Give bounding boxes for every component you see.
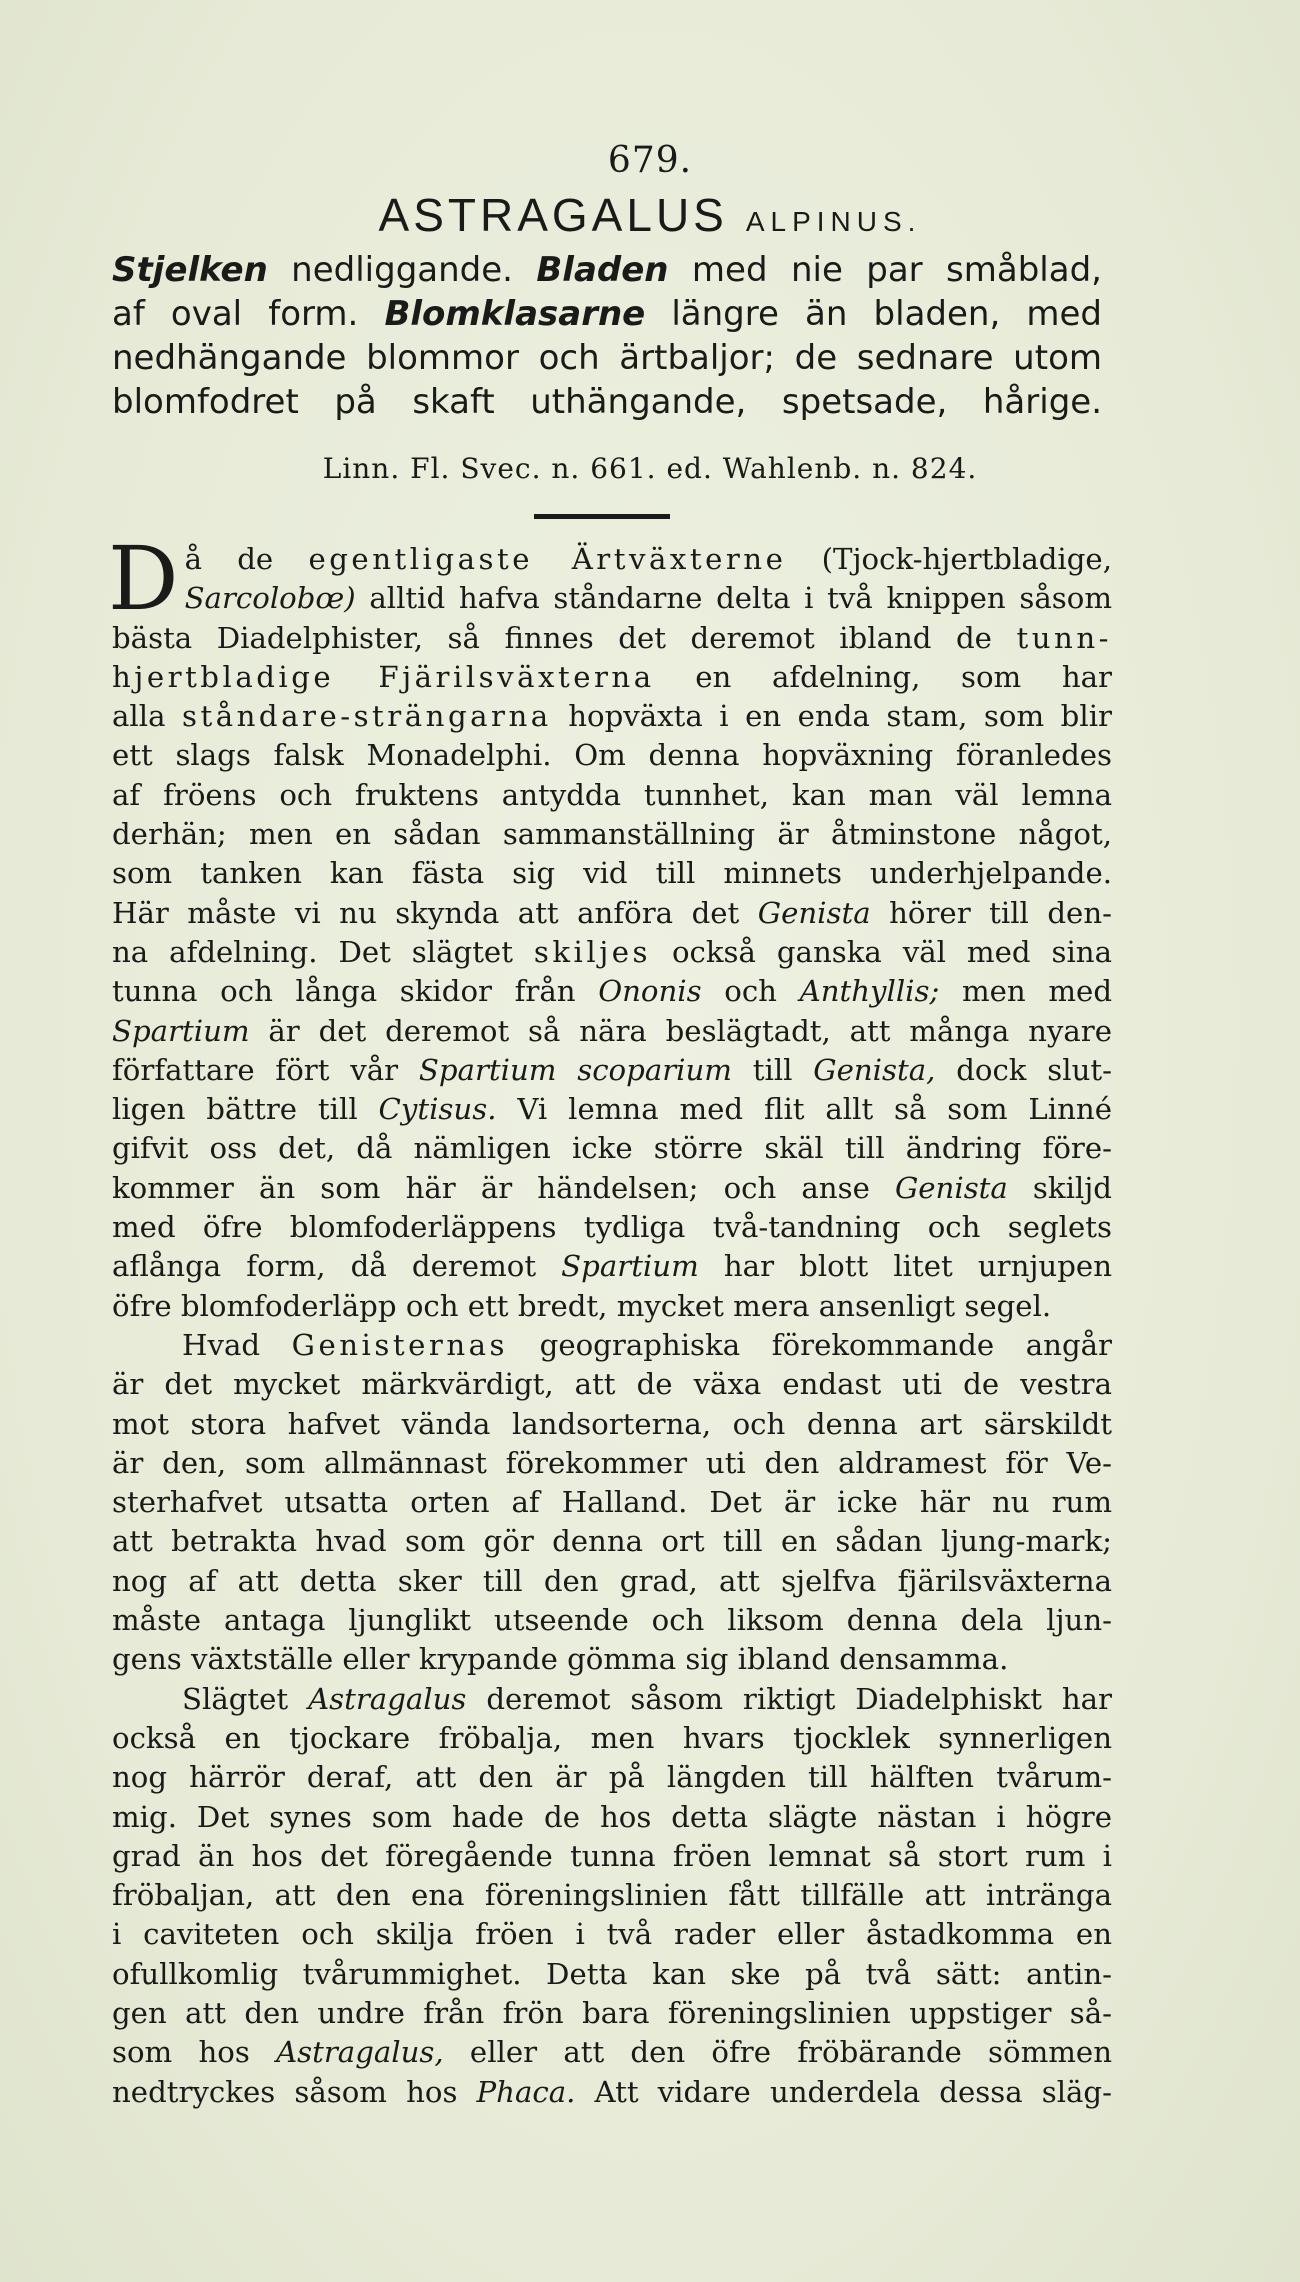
italic-term: Anthyllis;: [799, 974, 940, 1009]
body-line: [112, 1405, 1112, 1444]
section-divider: [534, 514, 670, 519]
spaced-term: Genisternas: [291, 1327, 509, 1362]
body-line: [112, 1444, 1112, 1483]
text-run: (Tjock-hjertbladige,: [786, 542, 1112, 576]
text-run: nedhängande blommor och ärtbaljor; de sednare utom: [112, 338, 1102, 378]
text-run: ligen bättre till: [112, 1092, 379, 1127]
italic-term: Spartium: [112, 1013, 250, 1048]
body-line: [112, 1012, 1112, 1051]
body-line: [112, 1798, 1112, 1837]
text-run: bästa Diadelphister, så finnes det deremot ibland de: [112, 620, 1017, 655]
text-run: alla: [112, 699, 182, 734]
text-run: till: [731, 1052, 814, 1087]
text-run: också ganska väl med sina: [651, 934, 1113, 969]
text-run: Att vidare underdela dessa släg-: [575, 2074, 1112, 2109]
spaced-term: ståndare-strängarna: [182, 699, 552, 734]
text-run: af fröens och fruktens antydda tunnhet, kan man väl lemna: [112, 777, 1112, 812]
italic-term: Astragalus: [308, 1681, 467, 1716]
body-line: [112, 1562, 1112, 1601]
italic-term: Sarcolobœ): [184, 581, 356, 616]
text-run: na afdelning. Det slägtet: [112, 934, 534, 969]
literature-reference: Linn. Fl. Svec. n. 661. ed. Wahlenb. n. 824.: [322, 452, 978, 485]
body-line: [112, 579, 1112, 618]
drop-cap: D: [108, 527, 179, 630]
text-run: å de: [184, 542, 309, 576]
text-run: sterhafvet utsatta orten af Halland. Det är icke här nu rum: [112, 1485, 1112, 1520]
body-line: [112, 1483, 1112, 1522]
body-line: [112, 697, 1112, 736]
text-run: kommer än som här är händelsen; och anse: [112, 1170, 895, 1205]
body-line: [112, 1955, 1112, 1994]
italic-term: Spartium: [561, 1249, 699, 1284]
species-name: ALPINUS.: [745, 206, 922, 237]
text-run: är den, som allmännast förekommer uti den aldramest för Ve-: [112, 1445, 1112, 1480]
body-line: [112, 1719, 1112, 1758]
italic-term: Genista: [894, 1170, 1008, 1205]
text-run: eller att den öfre fröbärande sömmen: [443, 2035, 1112, 2070]
text-run: nog af att detta sker till den grad, att sjelfva fjärilsväxterna: [112, 1563, 1112, 1598]
text-run: geographiska förekommande angår: [508, 1327, 1112, 1362]
body-line: [112, 776, 1112, 815]
diagnosis-line: [112, 380, 1102, 424]
body-line: [112, 972, 1112, 1011]
text-run: nog härrör deraf, att den är på längden till hälften tvårum-: [112, 1760, 1112, 1795]
body-line: [112, 658, 1112, 697]
text-run: ett slags falsk Monadelphi. Om denna hopväxning föranledes: [112, 738, 1112, 773]
text-run: gen att den undre från frön bara föreningslinien uppstiger så-: [112, 1995, 1112, 2030]
species-heading: [0, 188, 1300, 242]
body-line: [112, 1208, 1112, 1247]
diagnosis-line: [112, 248, 1102, 292]
text-run: af oval form.: [112, 294, 385, 334]
body-line: [112, 1994, 1112, 2033]
body-line: [112, 1680, 1112, 1719]
body-line: [112, 1640, 1112, 1679]
text-run: Här måste vi nu skynda att anföra det: [112, 895, 758, 930]
italic-term: Bladen: [536, 250, 669, 290]
italic-term: Genista: [757, 895, 871, 930]
body-line: [112, 1758, 1112, 1797]
text-run: blomfodret på skaft uthängande, spetsade, hårige.: [112, 382, 1102, 422]
body-line: [112, 619, 1112, 658]
body-line: [112, 2073, 1112, 2112]
body-line: [112, 1287, 1112, 1326]
spaced-term: skiljes: [533, 934, 652, 969]
italic-term: Blomklasarne: [384, 294, 646, 334]
body-line: [112, 1522, 1112, 1561]
body-line: [112, 1326, 1112, 1365]
italic-term: Spartium scoparium: [418, 1052, 732, 1087]
species-diagnosis: [112, 248, 1102, 424]
body-line: [112, 2033, 1112, 2072]
text-run: nedtryckes såsom hos: [112, 2074, 477, 2109]
italic-term: Stjelken: [112, 250, 268, 290]
text-run: skiljd: [1007, 1170, 1112, 1205]
body-line: [112, 1915, 1112, 1954]
diagnosis-line: [112, 292, 1102, 336]
text-run: dock slut-: [935, 1052, 1112, 1087]
text-run: också en tjockare fröbalja, men hvars tjocklek synnerligen: [112, 1720, 1112, 1755]
body-line: [112, 854, 1112, 893]
text-run: öfre blomfoderläpp och ett bredt, mycket mera ansenligt segel.: [112, 1288, 1052, 1323]
body-line: [112, 1601, 1112, 1640]
body-line: [112, 815, 1112, 854]
text-run: hopväxta i en enda stam, som blir: [551, 699, 1112, 734]
diagnosis-line: [112, 336, 1102, 380]
italic-term: Ononis: [598, 974, 702, 1009]
body-line: [112, 1837, 1112, 1876]
body-line: [112, 1051, 1112, 1090]
text-run: gifvit oss det, då nämligen icke större skäl till ändring före-: [112, 1131, 1112, 1166]
italic-term: Genista,: [813, 1052, 936, 1087]
text-run: alltid hafva ståndarne delta i två knippen såsom: [355, 581, 1112, 616]
text-run: Slägtet: [182, 1681, 309, 1716]
body-line: [112, 894, 1112, 933]
text-run: gens växtställe eller krypande gömma sig ibland densamma.: [112, 1642, 1009, 1677]
text-run: grad än hos det föregående tunna fröen lemnat så stort rum i: [112, 1838, 1112, 1873]
text-run: med nie par småblad,: [668, 250, 1102, 290]
text-run: med öfre blomfoderläppens tydliga två-tandning och seglets: [112, 1210, 1112, 1245]
spaced-term: egentligaste Ärtväxterne: [308, 542, 787, 576]
text-run: mig. Det synes som hade de hos detta slägte nästan i högre: [112, 1799, 1112, 1834]
body-line: [112, 1365, 1112, 1404]
text-run: mot stora hafvet vända landsorterna, och denna art särskildt: [112, 1406, 1112, 1441]
body-line: [112, 1169, 1112, 1208]
body-line: [112, 1129, 1112, 1168]
body-line: [112, 1876, 1112, 1915]
page-number: 679.: [607, 140, 693, 181]
body-line: [112, 1090, 1112, 1129]
text-run: och: [701, 974, 800, 1009]
text-run: måste antaga ljunglikt utseende och liksom denna dela ljun-: [112, 1603, 1112, 1638]
text-run: som hos: [112, 2035, 277, 2070]
text-run: tunna och långa skidor från: [112, 974, 599, 1009]
text-run: längre än bladen, med: [645, 294, 1102, 334]
text-run: har blott litet urnjupen: [698, 1249, 1112, 1284]
text-run: hörer till den-: [870, 895, 1112, 930]
text-run: nedliggande.: [267, 250, 537, 290]
body-text: [108, 527, 1113, 2112]
body-line: [112, 933, 1112, 972]
body-line: [112, 736, 1112, 775]
text-run: men med: [939, 974, 1112, 1009]
text-run: deremot såsom riktigt Diadelphiskt har: [466, 1681, 1112, 1716]
italic-term: Cytisus.: [378, 1092, 497, 1127]
text-run: att betrakta hvad som gör denna ort till en sådan ljung-mark;: [112, 1524, 1112, 1559]
body-line: [112, 1247, 1112, 1286]
text-run: är det deremot så nära beslägtadt, att många nyare: [249, 1013, 1112, 1048]
spaced-term: hjertbladige Fjärilsväxterna: [112, 659, 655, 694]
spaced-term: tunn-: [1016, 620, 1112, 655]
text-run: fröbaljan, att den ena föreningslinien fått tillfälle att intränga: [112, 1878, 1112, 1913]
text-run: derhän; men en sådan sammanställning är åtminstone något,: [112, 817, 1112, 852]
text-run: i caviteten och skilja fröen i två rader eller åstadkomma en: [112, 1917, 1112, 1952]
text-run: en afdelning, som har: [654, 659, 1112, 694]
italic-term: Phaca.: [476, 2074, 576, 2109]
text-run: Hvad: [182, 1327, 292, 1362]
italic-term: Astragalus,: [276, 2035, 444, 2070]
text-run: som tanken kan fästa sig vid till minnets underhjelpande.: [112, 856, 1112, 891]
text-run: ofullkomlig tvårummighet. Detta kan ske på två sätt: antin-: [112, 1956, 1112, 1991]
text-run: Vi lemna med flit allt så som Linné: [496, 1092, 1112, 1127]
text-run: författare fört vår: [112, 1052, 419, 1087]
text-run: är det mycket märkvärdigt, att de växa endast uti de vestra: [112, 1367, 1112, 1402]
genus-name: ASTRAGALUS: [378, 189, 728, 241]
text-run: aflånga form, då deremot: [112, 1249, 562, 1284]
